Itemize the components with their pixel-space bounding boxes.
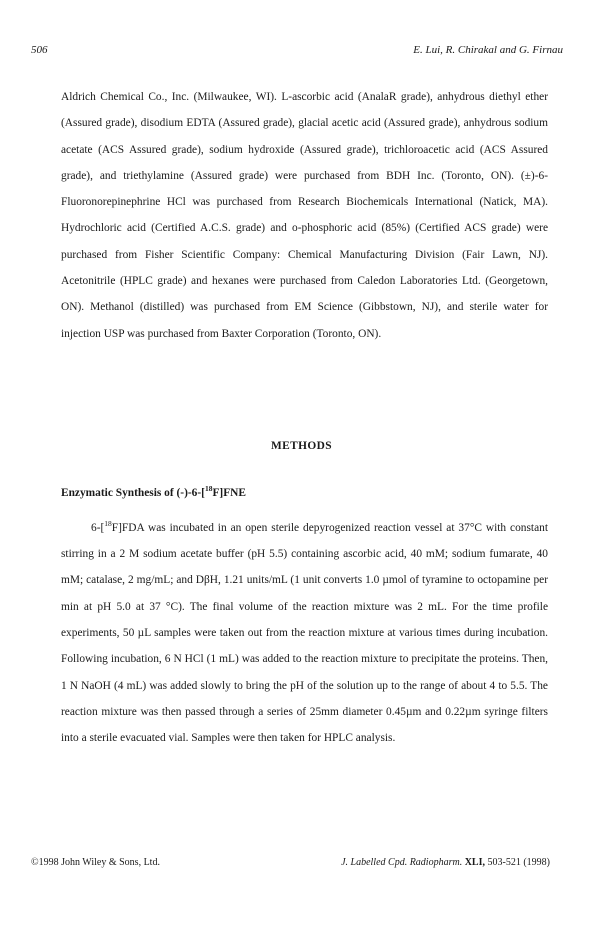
materials-paragraph: Aldrich Chemical Co., Inc. (Milwaukee, WI). L-ascorbic acid (AnalaR grade), anhydrous diethyl ether (Assured grade), disodium EDTA (Assured grade), glacial acetic acid (Assured grade), anhydrous sodium acetate (ACS Assured grade), sodium hydroxide (Assured grade), trichloroacetic acid (ACS Assured grade), and triethylamine (Assured grade) were purchased from BDH Inc. (Toronto, ON). (±)-6-Fluoronorepinephrine HCl was purchased from Research Biochemicals International (Natick, MA). Hydrochloric acid (Certified A.C.S. grade) and o-phosphoric acid (85%) (Certified ACS grade) were purchased from Fisher Scientific Company: Chemical Manufacturing Division (Fair Lawn, NJ). Acetonitrile (HPLC grade) and hexanes were purchased from Caledon Laboratories Ltd. (Georgetown, ON). Methanol (distilled) was purchased from EM Science (Gibbstown, NJ), and sterile water for injection USP was purchased from Baxter Corporation (Toronto, ON). (61, 91, 548, 340)
copyright-notice: ©1998 John Wiley & Sons, Ltd. (31, 857, 160, 868)
enzymatic-synthesis-subheading (61, 484, 246, 499)
page-number: 506 (31, 44, 48, 56)
subheading-suffix: F]FNE (212, 486, 246, 499)
materials-text (61, 84, 548, 347)
journal-pages-year: 503-521 (1998) (487, 857, 550, 868)
enzymatic-synthesis-paragraph (61, 511, 548, 751)
journal-name: J. Labelled Cpd. Radiopharm. (341, 857, 463, 868)
subheading-isotope-superscript: 18 (204, 484, 213, 493)
subheading-prefix: Enzymatic Synthesis of (-)-6-[ (61, 486, 205, 499)
running-head-authors: E. Lui, R. Chirakal and G. Firnau (413, 44, 563, 56)
paragraph-isotope-superscript: 18 (104, 519, 112, 528)
methods-text (61, 511, 548, 751)
paragraph-body: F]FDA was incubated in an open sterile depyrogenized reaction vessel at 37°C with constant stirring in a 2 M sodium acetate buffer (pH 5.5) containing ascorbic acid, 40 mM; sodium fumarate, 40 mM; catalase, 2 mg/mL; and DβH, 1.21 units/mL (1 unit converts 1.0 µmol of tyramine to octopamine per min at pH 5.0 at 37 °C). The final volume of the reaction mixture was 2 mL. For the time profile experiments, 50 µL samples were taken out from the reaction mixture at various times during incubation. Following incubation, 6 N HCl (1 mL) was added to the reaction mixture to precipitate the proteins. Then, 1 N NaOH (4 mL) was added slowly to bring the pH of the solution up to the range of about 4 to 5.5. The reaction mixture was then passed through a series of 25mm diameter 0.45µm and 0.22µm syringe filters into a sterile evacuated vial. Samples were then taken for HPLC analysis. (61, 521, 548, 745)
paragraph-prefix: 6-[ (91, 521, 105, 534)
journal-citation (341, 857, 550, 868)
journal-volume: XLI, (464, 857, 485, 868)
methods-heading: METHODS (270, 440, 333, 452)
